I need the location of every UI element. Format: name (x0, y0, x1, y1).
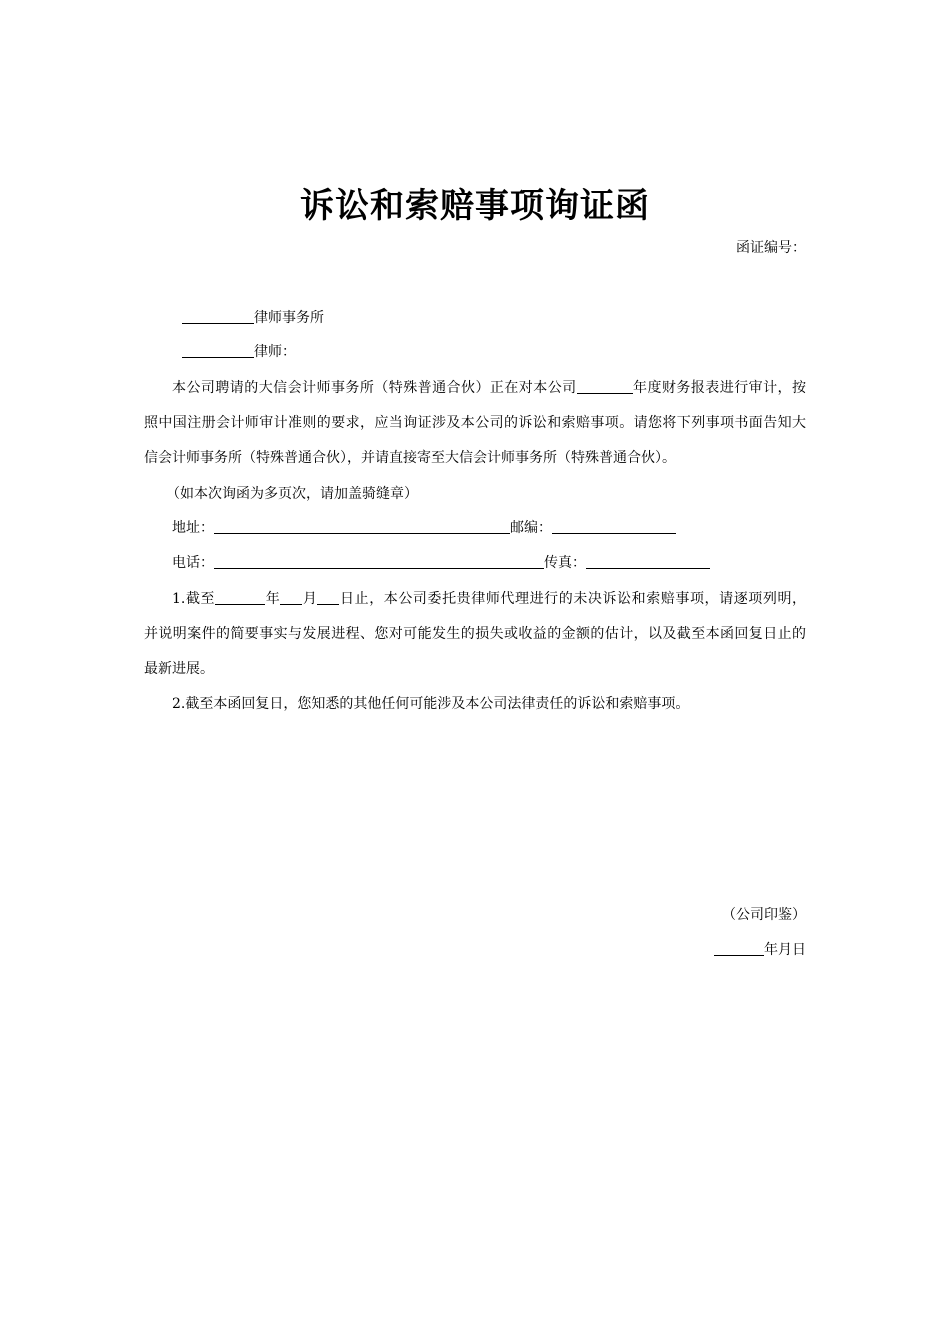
company-seal-label: （公司印鉴） (722, 907, 806, 923)
address-field[interactable] (214, 519, 510, 534)
intro-line-1-b: 年度财务报表进行审计，按 (632, 380, 807, 396)
item-2: 2.截至本函回复日，您知悉的其他任何可能涉及本公司法律责任的诉讼和索赔事项。 (172, 696, 690, 712)
fax-label: 传真： (544, 555, 586, 571)
item-1-prefix: 1.截至 (172, 591, 216, 607)
item-1-year-label: 年 (265, 591, 281, 607)
law-firm-line (182, 308, 324, 328)
law-firm-blank[interactable] (182, 309, 254, 324)
phone-line (172, 553, 710, 573)
fax-field[interactable] (586, 554, 710, 569)
item-1-day-blank[interactable] (317, 590, 339, 605)
lawyer-suffix: 律师： (254, 344, 296, 360)
multipage-note: （如本次询函为多页次，请加盖骑缝章） (166, 486, 418, 502)
phone-field[interactable] (214, 554, 544, 569)
audit-year-blank[interactable] (577, 379, 633, 394)
law-firm-suffix: 律师事务所 (254, 310, 324, 326)
intro-line-2: 照中国注册会计师审计准则的要求，应当询证涉及本公司的诉讼和索赔事项。请您将下列事项书面告知大 (144, 415, 806, 431)
item-1-year-blank[interactable] (215, 590, 265, 605)
item-1-line-1 (144, 589, 806, 609)
address-line (172, 518, 676, 538)
item-1-rest: 日止，本公司委托贵律师代理进行的未决诉讼和索赔事项，请逐项列明， (339, 591, 807, 607)
postcode-field[interactable] (552, 519, 676, 534)
item-1-line-3: 最新进展。 (144, 661, 214, 677)
intro-line-3: 信会计师事务所（特殊普通合伙），并请直接寄至大信会计师事务所（特殊普通合伙）。 (144, 450, 676, 466)
phone-label: 电话： (172, 555, 214, 571)
date-blank[interactable] (714, 941, 764, 956)
item-1-month-blank[interactable] (280, 590, 302, 605)
document-title: 诉讼和索赔事项询证函 (300, 186, 650, 226)
confirmation-number-label: 函证编号： (736, 240, 806, 256)
intro-line-1-a: 本公司聘请的大信会计师事务所（特殊普通合伙）正在对本公司 (172, 380, 577, 396)
lawyer-line (182, 342, 296, 362)
item-1-line-2: 并说明案件的简要事实与发展进程、您对可能发生的损失或收益的金额的估计，以及截至本函回复日止的 (144, 626, 806, 642)
item-1-month-label: 月 (302, 591, 318, 607)
address-label: 地址： (172, 520, 214, 536)
date-suffix: 年月日 (764, 942, 806, 958)
date-line (714, 940, 806, 960)
lawyer-blank[interactable] (182, 343, 254, 358)
intro-line-1 (144, 378, 806, 398)
postcode-label: 邮编： (510, 520, 552, 536)
